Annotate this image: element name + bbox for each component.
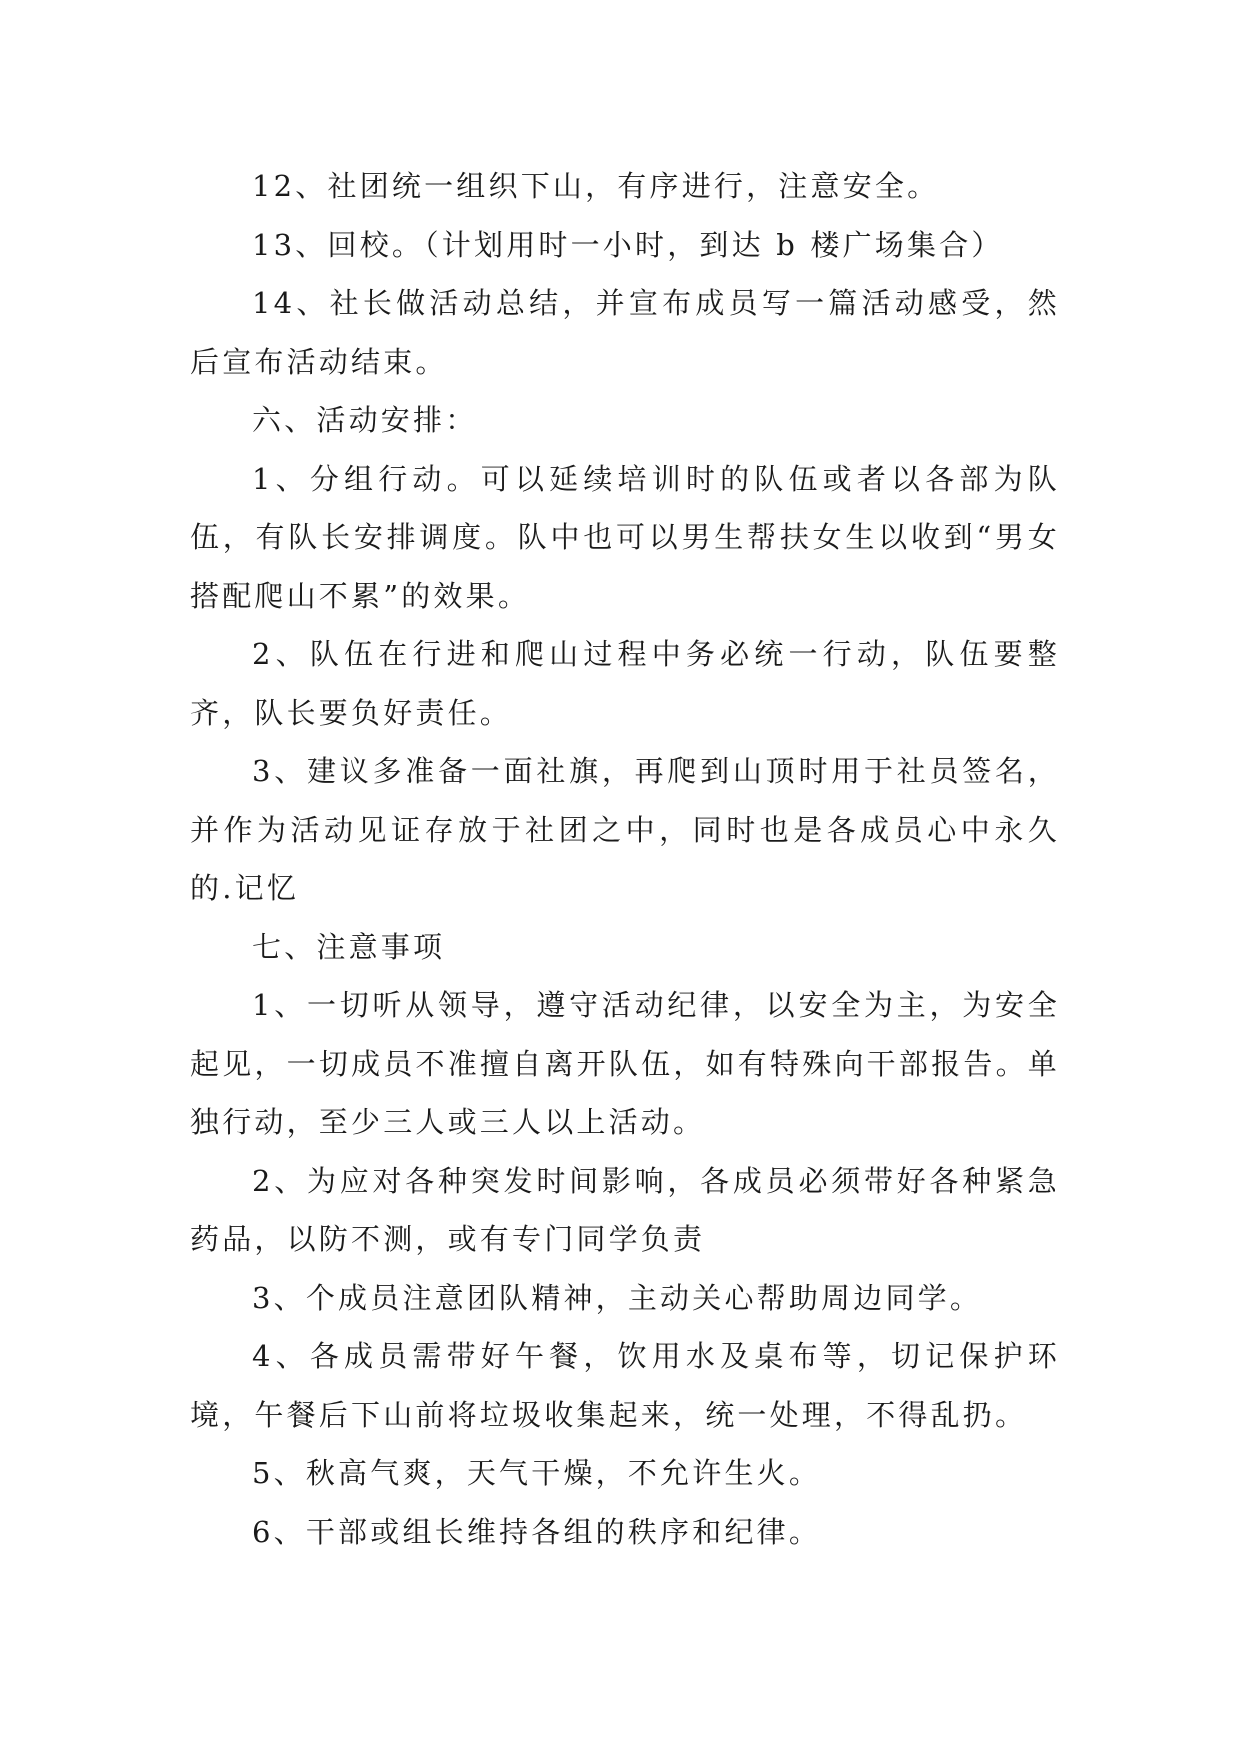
notes-item-1: 1、一切听从领导，遵守活动纪律，以安全为主，为安全起见，一切成员不准擅自离开队伍，如有特殊向干部报告。单独行动，至少三人或三人以上活动。: [190, 988, 1060, 1139]
arrangement-item-2: 2、队伍在行进和爬山过程中务必统一行动，队伍要整齐，队长要负好责任。: [190, 637, 1060, 730]
section-heading-activity-arrangement: 六、活动安排：: [252, 403, 478, 437]
section-heading-notes: 七、注意事项: [252, 929, 446, 964]
document-body: [190, 157, 1060, 1561]
paragraph-item-12: 12、社团统一组织下山，有序进行，注意安全。: [252, 169, 940, 203]
paragraph-item-13: 13、回校。（计划用时一小时，到达 b 楼广场集合）: [252, 227, 1004, 262]
notes-item-5: 5、秋高气爽，天气干燥，不允许生火。: [252, 1456, 822, 1490]
notes-item-6: 6、干部或组长维持各组的秩序和纪律。: [252, 1514, 822, 1549]
arrangement-item-1: 1、分组行动。可以延续培训时的队伍或者以各部为队伍，有队长安排调度。队中也可以男生帮扶女生以收到“男女搭配爬山不累”的效果。: [190, 461, 1060, 613]
notes-item-4: 4、各成员需带好午餐，饮用水及桌布等，切记保护环境，午餐后下山前将垃圾收集起来，统一处理，不得乱扔。: [190, 1339, 1060, 1432]
paragraph-item-14: 14、社长做活动总结，并宣布成员写一篇活动感受，然后宣布活动结束。: [190, 286, 1060, 379]
notes-item-2: 2、为应对各种突发时间影响，各成员必须带好各种紧急药品，以防不测，或有专门同学负责: [190, 1163, 1060, 1256]
notes-item-3: 3、个成员注意团队精神，主动关心帮助周边同学。: [252, 1280, 983, 1315]
arrangement-item-3: 3、建议多准备一面社旗，再爬到山顶时用于社员签名，并作为活动见证存放于社团之中，同时也是各成员心中永久的.记忆: [190, 754, 1060, 905]
